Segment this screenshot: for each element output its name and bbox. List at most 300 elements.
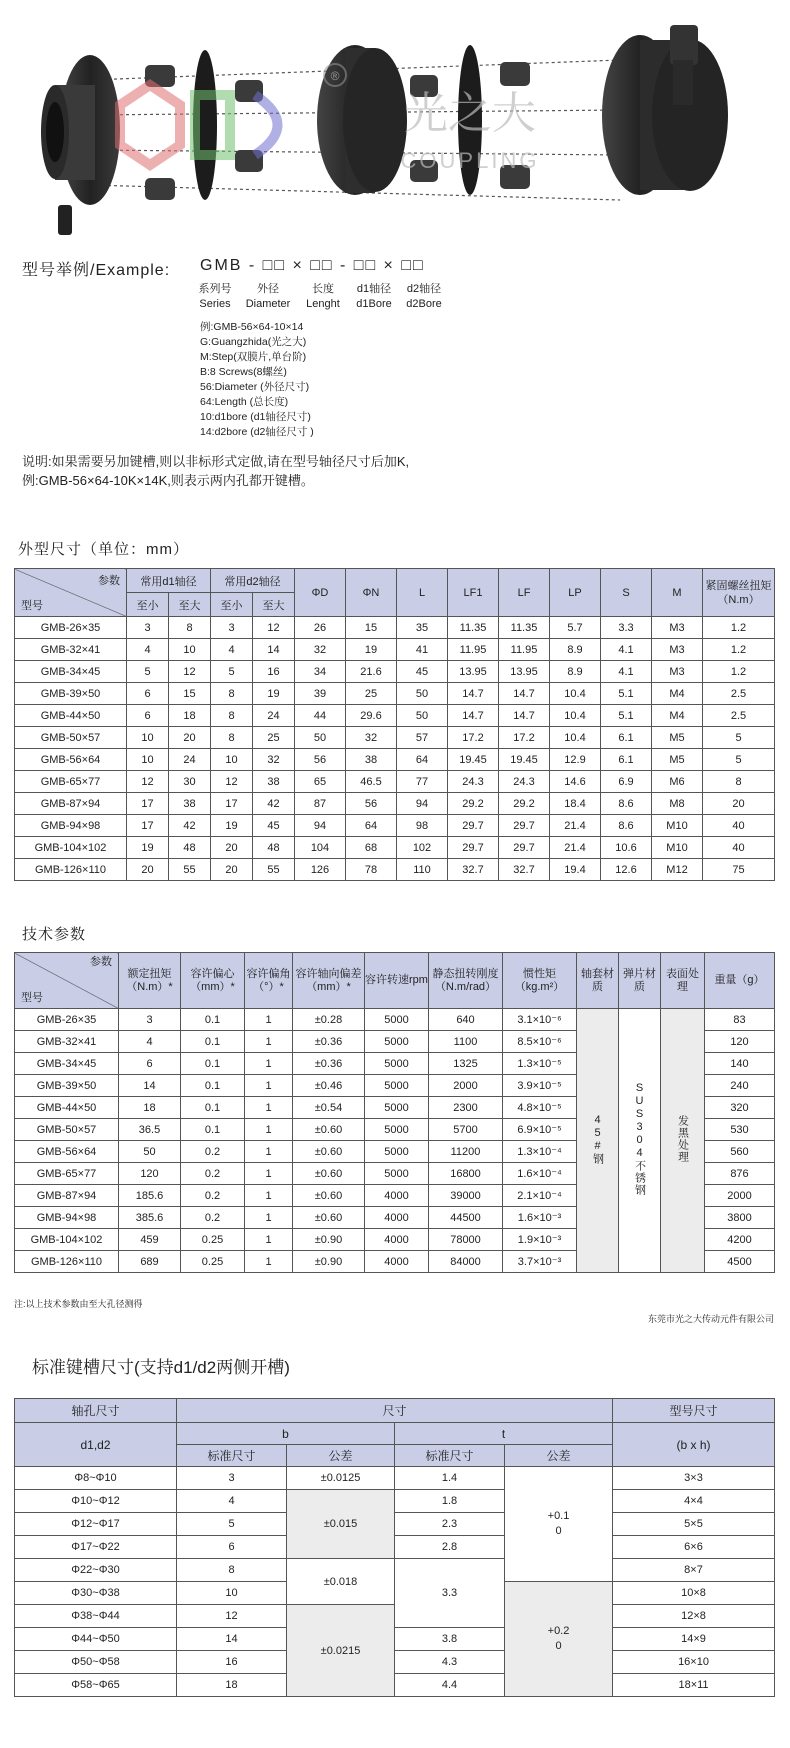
dims-cell: 126 xyxy=(295,859,346,881)
dims-cell: GMB-94×98 xyxy=(15,815,127,837)
key-row xyxy=(15,1651,775,1674)
tech-cell: 1.6×10⁻⁴ xyxy=(503,1163,577,1185)
dims-row xyxy=(15,661,775,683)
tech-cell: ±0.90 xyxy=(293,1251,365,1273)
dims-cell: 38 xyxy=(169,793,211,815)
dims-cell: 11.95 xyxy=(448,639,499,661)
tech-cell: GMB-87×94 xyxy=(15,1185,119,1207)
dims-cell: 17 xyxy=(127,815,169,837)
dims-cell: M3 xyxy=(652,617,703,639)
dims-cell: 12 xyxy=(253,617,295,639)
key-t-tol-2: +0.2 0 xyxy=(505,1582,613,1697)
dims-cell: 40 xyxy=(703,815,775,837)
tech-cell: 1.3×10⁻⁴ xyxy=(503,1141,577,1163)
tech-weight-cell: 876 xyxy=(705,1163,775,1185)
tech-cell: GMB-44×50 xyxy=(15,1097,119,1119)
keyway-description: 说明:如果需要另加键槽,则以非标形式定做,请在型号轴径尺寸后加K, 例:GMB-56×64-10K×14K,则表示两内孔都开键槽。 xyxy=(22,454,410,488)
tech-cell: GMB-50×57 xyxy=(15,1119,119,1141)
key-row xyxy=(15,1467,775,1490)
dims-cell: 10.4 xyxy=(550,683,601,705)
tech-cell: 689 xyxy=(119,1251,181,1273)
tech-cell: 0.1 xyxy=(181,1009,245,1031)
dims-cell: 64 xyxy=(346,815,397,837)
dims-cell: 19.45 xyxy=(499,749,550,771)
dims-cell: 45 xyxy=(397,661,448,683)
tech-col-header: 弹片材质 xyxy=(619,953,661,1009)
tech-cell: 3.9×10⁻⁵ xyxy=(503,1075,577,1097)
dims-cell: 12 xyxy=(127,771,169,793)
tech-cell: 1325 xyxy=(429,1053,503,1075)
tech-cell: ±0.60 xyxy=(293,1119,365,1141)
dims-cell: 35 xyxy=(397,617,448,639)
dims-cell: 14 xyxy=(253,639,295,661)
key-b-cell: 18 xyxy=(177,1674,287,1697)
tech-cell: 5000 xyxy=(365,1009,429,1031)
dims-cell: 17 xyxy=(211,793,253,815)
dims-cell: 8.6 xyxy=(601,815,652,837)
dims-cell: 38 xyxy=(346,749,397,771)
dims-cell: 6 xyxy=(127,683,169,705)
key-model-cell: 8×7 xyxy=(613,1559,775,1582)
tech-col-header: 静态扭转刚度（N.m/rad） xyxy=(429,953,503,1009)
dims-cell: 25 xyxy=(253,727,295,749)
tech-cell: 36.5 xyxy=(119,1119,181,1141)
tech-cell: 39000 xyxy=(429,1185,503,1207)
tech-cell: 18 xyxy=(119,1097,181,1119)
tech-cell: 5000 xyxy=(365,1053,429,1075)
tech-col-header: 额定扭矩（N.m）* xyxy=(119,953,181,1009)
dims-cell: 4 xyxy=(127,639,169,661)
key-std-header: 标准尺寸 xyxy=(177,1445,287,1467)
dims-cell: 10 xyxy=(169,639,211,661)
tech-cell: 0.2 xyxy=(181,1185,245,1207)
tech-cell: GMB-65×77 xyxy=(15,1163,119,1185)
tech-cell: GMB-126×110 xyxy=(15,1251,119,1273)
key-bore-header: 轴孔尺寸 xyxy=(15,1399,177,1423)
dims-cell: M4 xyxy=(652,683,703,705)
dims-cell: M8 xyxy=(652,793,703,815)
tech-cell: 1 xyxy=(245,1229,293,1251)
tech-cell: 3.7×10⁻³ xyxy=(503,1251,577,1273)
tech-cell: ±0.60 xyxy=(293,1141,365,1163)
dims-cell: 6.1 xyxy=(601,749,652,771)
dims-cell: GMB-104×102 xyxy=(15,837,127,859)
tech-cell: ±0.60 xyxy=(293,1163,365,1185)
key-model-cell: 3×3 xyxy=(613,1467,775,1490)
dims-cell: 94 xyxy=(397,793,448,815)
dims-row xyxy=(15,705,775,727)
dims-cell: GMB-87×94 xyxy=(15,793,127,815)
dims-cell: 29.7 xyxy=(448,837,499,859)
key-t-cell: 2.3 xyxy=(395,1513,505,1536)
tech-cell: 1 xyxy=(245,1185,293,1207)
tech-cell: 6.9×10⁻⁵ xyxy=(503,1119,577,1141)
dims-cell: 12 xyxy=(211,771,253,793)
dims-cell: 17 xyxy=(127,793,169,815)
tech-cell: 2000 xyxy=(429,1075,503,1097)
key-model-header: 型号尺寸 xyxy=(613,1399,775,1423)
tech-cell: 0.1 xyxy=(181,1031,245,1053)
tech-col-header: 惯性矩（kg.m²） xyxy=(503,953,577,1009)
dims-cell: 78 xyxy=(346,859,397,881)
tech-col-header: 容许偏心（mm）* xyxy=(181,953,245,1009)
tech-cell: 0.2 xyxy=(181,1207,245,1229)
dims-col-header: L xyxy=(397,569,448,617)
tech-cell: ±0.90 xyxy=(293,1229,365,1251)
key-t-tol-1: +0.1 0 xyxy=(505,1467,613,1582)
tech-cell: 385.6 xyxy=(119,1207,181,1229)
dims-cell: M4 xyxy=(652,705,703,727)
key-bore-cell: Φ22~Φ30 xyxy=(15,1559,177,1582)
dims-row xyxy=(15,639,775,661)
dims-cell: 16 xyxy=(253,661,295,683)
tech-cell: 0.25 xyxy=(181,1251,245,1273)
dims-col-header: S xyxy=(601,569,652,617)
dims-row xyxy=(15,859,775,881)
key-model-cell: 10×8 xyxy=(613,1582,775,1605)
dims-cell: 29.6 xyxy=(346,705,397,727)
tech-cell: 1 xyxy=(245,1009,293,1031)
key-bore-cell: Φ17~Φ22 xyxy=(15,1536,177,1559)
tech-cell: 0.1 xyxy=(181,1075,245,1097)
dims-cell: 18.4 xyxy=(550,793,601,815)
field-series: 系列号 Series xyxy=(198,283,232,310)
dims-cell: 1.2 xyxy=(703,661,775,683)
key-b-tol: ±0.018 xyxy=(287,1559,395,1605)
dims-cell: 94 xyxy=(295,815,346,837)
dims-row xyxy=(15,749,775,771)
key-bore-cell: Φ38~Φ44 xyxy=(15,1605,177,1628)
field-length: 长度 Lenght xyxy=(306,283,340,310)
tech-cell: 3 xyxy=(119,1009,181,1031)
tech-cell: GMB-39×50 xyxy=(15,1075,119,1097)
dims-cell: 19 xyxy=(127,837,169,859)
dims-cell: 8 xyxy=(211,683,253,705)
dims-cell: 56 xyxy=(295,749,346,771)
key-tol-header: 公差 xyxy=(505,1445,613,1467)
tech-cell: 5000 xyxy=(365,1163,429,1185)
dims-cell: 26 xyxy=(295,617,346,639)
dims-cell: 29.7 xyxy=(499,837,550,859)
tech-table xyxy=(14,952,775,1273)
dims-cell: 20 xyxy=(211,859,253,881)
tech-row xyxy=(15,1009,775,1031)
tech-cell: 0.1 xyxy=(181,1097,245,1119)
dims-cell: 15 xyxy=(169,683,211,705)
dims-cell: 48 xyxy=(253,837,295,859)
dims-row xyxy=(15,683,775,705)
dims-cell: M3 xyxy=(652,639,703,661)
tech-cell: GMB-94×98 xyxy=(15,1207,119,1229)
dims-cell: 17.2 xyxy=(448,727,499,749)
key-b-cell: 14 xyxy=(177,1628,287,1651)
key-row xyxy=(15,1628,775,1651)
dims-cell: 56 xyxy=(346,793,397,815)
dims-col-header: ΦN xyxy=(346,569,397,617)
tech-cell: 1.6×10⁻³ xyxy=(503,1207,577,1229)
dims-cell: 75 xyxy=(703,859,775,881)
dims-cell: 6.9 xyxy=(601,771,652,793)
key-b-cell: 12 xyxy=(177,1605,287,1628)
key-b-cell: 5 xyxy=(177,1513,287,1536)
tech-cell: 1 xyxy=(245,1075,293,1097)
tech-weight-cell: 4500 xyxy=(705,1251,775,1273)
tech-title: 技术参数 xyxy=(22,926,87,943)
dims-cell: 19.4 xyxy=(550,859,601,881)
dims-cell: 5 xyxy=(703,749,775,771)
dims-cell: 25 xyxy=(346,683,397,705)
dims-cell: GMB-126×110 xyxy=(15,859,127,881)
dims-cell: GMB-44×50 xyxy=(15,705,127,727)
dims-cell: 11.95 xyxy=(499,639,550,661)
tech-cell: 5700 xyxy=(429,1119,503,1141)
tech-cell: 3.1×10⁻⁶ xyxy=(503,1009,577,1031)
tech-col-header: 容许偏角（°）* xyxy=(245,953,293,1009)
tech-material-hub_material: 45#钢 xyxy=(577,1009,619,1273)
dims-cell: 24 xyxy=(169,749,211,771)
dims-cell: 10 xyxy=(211,749,253,771)
tech-material-surface: 发黑处理 xyxy=(661,1009,705,1273)
tech-cell: 5000 xyxy=(365,1075,429,1097)
dims-cell: 5.1 xyxy=(601,683,652,705)
dims-cell: 4.1 xyxy=(601,639,652,661)
dims-cell: GMB-65×77 xyxy=(15,771,127,793)
dims-cell: 102 xyxy=(397,837,448,859)
tech-weight-cell: 560 xyxy=(705,1141,775,1163)
dims-cell: 6.1 xyxy=(601,727,652,749)
tech-cell: 1 xyxy=(245,1053,293,1075)
dims-cell: 5 xyxy=(703,727,775,749)
dims-cell: 5.7 xyxy=(550,617,601,639)
dims-max-header: 至大 xyxy=(253,593,295,617)
tech-cell: 640 xyxy=(429,1009,503,1031)
tech-cell: 44500 xyxy=(429,1207,503,1229)
dims-cell: 3.3 xyxy=(601,617,652,639)
dims-cell: GMB-34×45 xyxy=(15,661,127,683)
dims-d2-header: 常用d2轴径 xyxy=(211,569,295,593)
dims-min-header: 至小 xyxy=(211,593,253,617)
dims-cell: 50 xyxy=(397,683,448,705)
tech-cell: ±0.46 xyxy=(293,1075,365,1097)
tech-cell: ±0.36 xyxy=(293,1053,365,1075)
tech-cell: 1 xyxy=(245,1097,293,1119)
tech-weight-cell: 2000 xyxy=(705,1185,775,1207)
company-name: 东莞市光之大传动元件有限公司 xyxy=(647,1314,774,1324)
dims-col-header: LF xyxy=(499,569,550,617)
tech-cell: GMB-26×35 xyxy=(15,1009,119,1031)
tech-cell: 4000 xyxy=(365,1207,429,1229)
key-bh-header: (b x h) xyxy=(613,1423,775,1467)
tech-cell: 50 xyxy=(119,1141,181,1163)
dims-cell: 87 xyxy=(295,793,346,815)
tech-cell: 6 xyxy=(119,1053,181,1075)
dims-cell: GMB-26×35 xyxy=(15,617,127,639)
dims-col-header: M xyxy=(652,569,703,617)
tech-cell: 1 xyxy=(245,1119,293,1141)
field-d1bore: d1轴径 d1Bore xyxy=(356,283,392,310)
tech-cell: 0.25 xyxy=(181,1229,245,1251)
dims-cell: 8 xyxy=(211,727,253,749)
key-model-cell: 18×11 xyxy=(613,1674,775,1697)
key-bore-cell: Φ12~Φ17 xyxy=(15,1513,177,1536)
dims-cell: 5 xyxy=(127,661,169,683)
dims-cell: 6 xyxy=(127,705,169,727)
dims-cell: 4.1 xyxy=(601,661,652,683)
dims-cell: 77 xyxy=(397,771,448,793)
dims-cell: 41 xyxy=(397,639,448,661)
key-bore-cell: Φ44~Φ50 xyxy=(15,1628,177,1651)
dims-cell: 1.2 xyxy=(703,639,775,661)
dims-cell: 2.5 xyxy=(703,705,775,727)
dims-cell: 14.7 xyxy=(499,683,550,705)
key-row xyxy=(15,1559,775,1582)
example-notes: 例:GMB-56×64-10×14 G:Guangzhida(光之大) M:Step(双膜片,单台阶) B:8 Screws(8螺丝) 56:Diameter (外径尺寸) 64:Length (总长度) 10:d1bore (d1轴径尺寸) 14:d2bore (d2轴径尺寸 ) xyxy=(200,321,314,438)
key-std-header: 标准尺寸 xyxy=(395,1445,505,1467)
dims-col-header: LF1 xyxy=(448,569,499,617)
tech-cell: 4 xyxy=(119,1031,181,1053)
tech-cell: ±0.60 xyxy=(293,1185,365,1207)
key-b-tol: ±0.0125 xyxy=(287,1467,395,1490)
tech-col-header: 轴套材质 xyxy=(577,953,619,1009)
key-t-cell: 2.8 xyxy=(395,1536,505,1559)
key-t-header: t xyxy=(395,1423,613,1445)
dims-d1-header: 常用d1轴径 xyxy=(127,569,211,593)
key-bore-cell: Φ8~Φ10 xyxy=(15,1467,177,1490)
dims-cell: 50 xyxy=(295,727,346,749)
key-t-cell: 3.8 xyxy=(395,1628,505,1651)
dims-cell: 19 xyxy=(346,639,397,661)
dims-cell: 8 xyxy=(169,617,211,639)
dims-cell: M12 xyxy=(652,859,703,881)
tech-cell: GMB-56×64 xyxy=(15,1141,119,1163)
dims-cell: 3 xyxy=(127,617,169,639)
dims-row xyxy=(15,727,775,749)
key-t-cell: 4.4 xyxy=(395,1674,505,1697)
dims-cell: 20 xyxy=(127,859,169,881)
dims-cell: 17.2 xyxy=(499,727,550,749)
tech-cell: 0.1 xyxy=(181,1053,245,1075)
dims-cell: 8.6 xyxy=(601,793,652,815)
tech-cell: 1 xyxy=(245,1251,293,1273)
tech-weight-cell: 140 xyxy=(705,1053,775,1075)
key-b-tol: ±0.0215 xyxy=(287,1605,395,1697)
key-model-cell: 16×10 xyxy=(613,1651,775,1674)
key-size-header: 尺寸 xyxy=(177,1399,613,1423)
tech-cell: ±0.28 xyxy=(293,1009,365,1031)
dims-cell: 10 xyxy=(127,749,169,771)
tech-weight-cell: 320 xyxy=(705,1097,775,1119)
dims-cell: 40 xyxy=(703,837,775,859)
dims-cell: 13.95 xyxy=(448,661,499,683)
dims-cell: 46.5 xyxy=(346,771,397,793)
dims-cell: 8.9 xyxy=(550,661,601,683)
key-row xyxy=(15,1513,775,1536)
dims-cell: 38 xyxy=(253,771,295,793)
dims-cell: 32.7 xyxy=(448,859,499,881)
tech-weight-cell: 4200 xyxy=(705,1229,775,1251)
dims-row xyxy=(15,815,775,837)
dims-cell: 10.6 xyxy=(601,837,652,859)
dims-cell: 19.45 xyxy=(448,749,499,771)
tech-cell: 0.2 xyxy=(181,1141,245,1163)
tech-cell: 2.1×10⁻⁴ xyxy=(503,1185,577,1207)
tech-cell: 4000 xyxy=(365,1185,429,1207)
dims-cell: 19 xyxy=(253,683,295,705)
key-row xyxy=(15,1490,775,1513)
key-model-cell: 14×9 xyxy=(613,1628,775,1651)
dims-cell: M10 xyxy=(652,837,703,859)
dims-cell: GMB-32×41 xyxy=(15,639,127,661)
tech-cell: 1.9×10⁻³ xyxy=(503,1229,577,1251)
dims-cell: 57 xyxy=(397,727,448,749)
tech-cell: 459 xyxy=(119,1229,181,1251)
key-b-tol: ±0.015 xyxy=(287,1490,395,1559)
key-bore-cell: Φ58~Φ65 xyxy=(15,1674,177,1697)
keyway-table xyxy=(14,1398,775,1697)
key-row xyxy=(15,1674,775,1697)
key-model-cell: 12×8 xyxy=(613,1605,775,1628)
key-model-cell: 6×6 xyxy=(613,1536,775,1559)
key-row xyxy=(15,1536,775,1559)
dims-cell: M10 xyxy=(652,815,703,837)
dims-max-header: 至大 xyxy=(169,593,211,617)
tech-col-header: 表面处理 xyxy=(661,953,705,1009)
tech-cell: ±0.36 xyxy=(293,1031,365,1053)
tech-cell: ±0.54 xyxy=(293,1097,365,1119)
key-b-cell: 3 xyxy=(177,1467,287,1490)
dims-corner-header: 参数 型号 xyxy=(15,569,127,617)
key-bore-cell: Φ30~Φ38 xyxy=(15,1582,177,1605)
field-diameter: 外径 Diameter xyxy=(245,283,291,310)
dims-cell: 10.4 xyxy=(550,727,601,749)
dims-cell: 19 xyxy=(211,815,253,837)
tech-weight-cell: 3800 xyxy=(705,1207,775,1229)
dims-cell: 12.9 xyxy=(550,749,601,771)
key-t-cell: 3.3 xyxy=(395,1559,505,1628)
dims-cell: 110 xyxy=(397,859,448,881)
dims-cell: 10 xyxy=(127,727,169,749)
key-t-cell: 1.4 xyxy=(395,1467,505,1490)
example-code: GMB - □□ × □□ - □□ × □□ xyxy=(200,257,425,274)
dims-table xyxy=(14,568,775,881)
tech-cell: 4000 xyxy=(365,1251,429,1273)
tech-cell: 16800 xyxy=(429,1163,503,1185)
dims-row xyxy=(15,771,775,793)
dims-cell: 44 xyxy=(295,705,346,727)
dims-cell: 21.4 xyxy=(550,815,601,837)
key-bore-cell: Φ50~Φ58 xyxy=(15,1651,177,1674)
tech-cell: 1 xyxy=(245,1141,293,1163)
key-b-header: b xyxy=(177,1423,395,1445)
key-bore-cell: Φ10~Φ12 xyxy=(15,1490,177,1513)
dims-cell: 21.6 xyxy=(346,661,397,683)
tech-cell: 5000 xyxy=(365,1141,429,1163)
tech-note: 注:以上技术参数由至大孔径测得 xyxy=(14,1299,143,1309)
dims-cell: 42 xyxy=(253,793,295,815)
dims-col-header: ΦD xyxy=(295,569,346,617)
dims-cell: 29.2 xyxy=(448,793,499,815)
dims-cell: GMB-50×57 xyxy=(15,727,127,749)
dims-cell: 98 xyxy=(397,815,448,837)
dims-cell: 5.1 xyxy=(601,705,652,727)
dims-cell: 20 xyxy=(211,837,253,859)
dims-cell: 48 xyxy=(169,837,211,859)
dims-cell: 24.3 xyxy=(448,771,499,793)
dims-cell: 4 xyxy=(211,639,253,661)
dims-cell: 29.2 xyxy=(499,793,550,815)
key-model-cell: 5×5 xyxy=(613,1513,775,1536)
dims-cell: GMB-39×50 xyxy=(15,683,127,705)
